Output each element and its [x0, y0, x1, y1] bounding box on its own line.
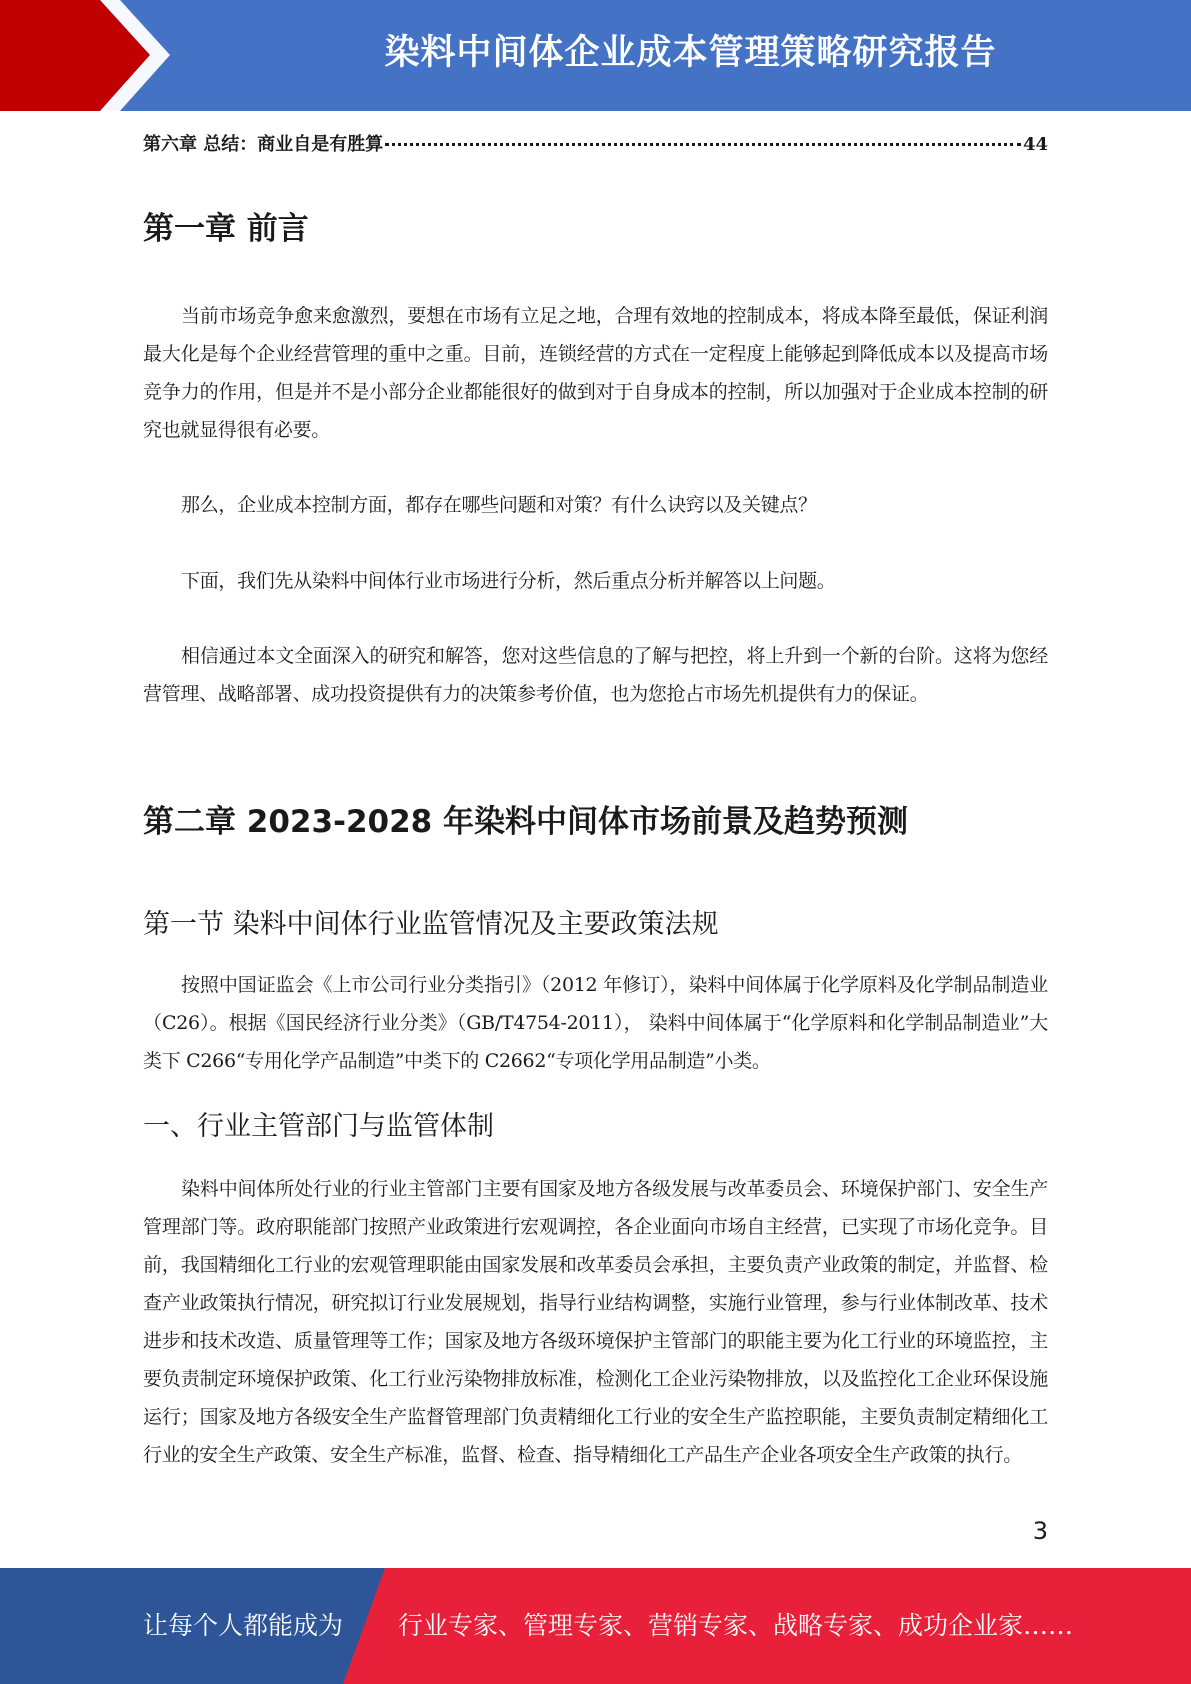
chapter-1-paragraph: 相信通过本文全面深入的研究和解答，您对这些信息的了解与把控，将上升到一个新的台阶。这将为您经营管理、战略部署、成功投资提供有力的决策参考价值，也为您抢占市场先机提供有力的保证。	[143, 645, 1048, 705]
toc-entry-page: 44	[1022, 134, 1048, 155]
footer-slogan-left: 让每个人都能成为	[143, 1611, 344, 1640]
page-number: 3	[1032, 1517, 1048, 1545]
subsection-1-paragraph: 染料中间体所处行业的行业主管部门主要有国家及地方各级发展与改革委员会、环境保护部门、安全生产管理部门等。政府职能部门按照产业政策进行宏观调控，各企业面向市场自主经营，已实现了市场化竞争。目前，我国精细化工行业的宏观管理职能由国家发展和改革委员会承担，主要负责产业政策的制定，并监督、检查产业政策执行情况，研究拟订行业发展规划，指导行业结构调整，实施行业管理，参与行业体制改革、技术进步和技术改造、质量管理等工作；国家及地方各级环境保护主管部门的职能主要为化工行业的环境监控，主要负责制定环境保护政策、化工行业污染物排放标准，检测化工企业污染物排放，以及监控化工企业环保设施运行；国家及地方各级安全生产监督管理部门负责精细化工行业的安全生产监控职能，主要负责制定精细化工行业的安全生产政策、安全生产标准，监督、检查、指导精细化工产品生产企业各项安全生产政策的执行。	[143, 1178, 1048, 1466]
page-footer	[0, 1568, 1191, 1684]
chapter-1-paragraph: 当前市场竞争愈来愈激烈，要想在市场有立足之地，合理有效地的控制成本，将成本降至最低，保证利润最大化是每个企业经营管理的重中之重。目前，连锁经营的方式在一定程度上能够起到降低成本以及提高市场竞争力的作用，但是并不是小部分企业都能很好的做到对于自身成本的控制，所以加强对于企业成本控制的研究也就显得很有必要。	[143, 305, 1048, 441]
chapter-1-title: 第一章 前言	[143, 211, 309, 247]
footer-slogan-right: 行业专家、管理专家、营销专家、战略专家、成功企业家……	[398, 1611, 1074, 1640]
report-title: 染料中间体企业成本管理策略研究报告	[384, 33, 997, 73]
chapter-1-paragraph: 那么，企业成本控制方面，都存在哪些问题和对策？有什么诀窍以及关键点？	[181, 494, 817, 516]
toc-leader-dots	[385, 143, 1021, 146]
page-header	[0, 0, 1191, 111]
subsection-1-title: 一、行业主管部门与监管体制	[143, 1111, 494, 1142]
toc-entry[interactable]	[143, 130, 1048, 158]
header-arrow-icon	[0, 0, 260, 111]
chapter-1-paragraph: 下面，我们先从染料中间体行业市场进行分析，然后重点分析并解答以上问题。	[181, 570, 836, 592]
chapter-2-title: 第二章 2023-2028 年染料中间体市场前景及趋势预测	[143, 804, 909, 840]
section-1-title: 第一节 染料中间体行业监管情况及主要政策法规	[143, 909, 719, 940]
section-1-paragraph: 按照中国证监会《上市公司行业分类指引》（2012 年修订），染料中间体属于化学原料及化学制品制造业（C26）。根据《国民经济行业分类》（GB/T4754-2011）， 染料中间体属于“化学原料和化学制品制造业”大类下 C266“专用化学产品制造”中类下的 C2662“专项化学用品制造”小类。	[143, 974, 1048, 1072]
toc-entry-label: 第六章 总结：商业自是有胜算	[143, 134, 384, 155]
